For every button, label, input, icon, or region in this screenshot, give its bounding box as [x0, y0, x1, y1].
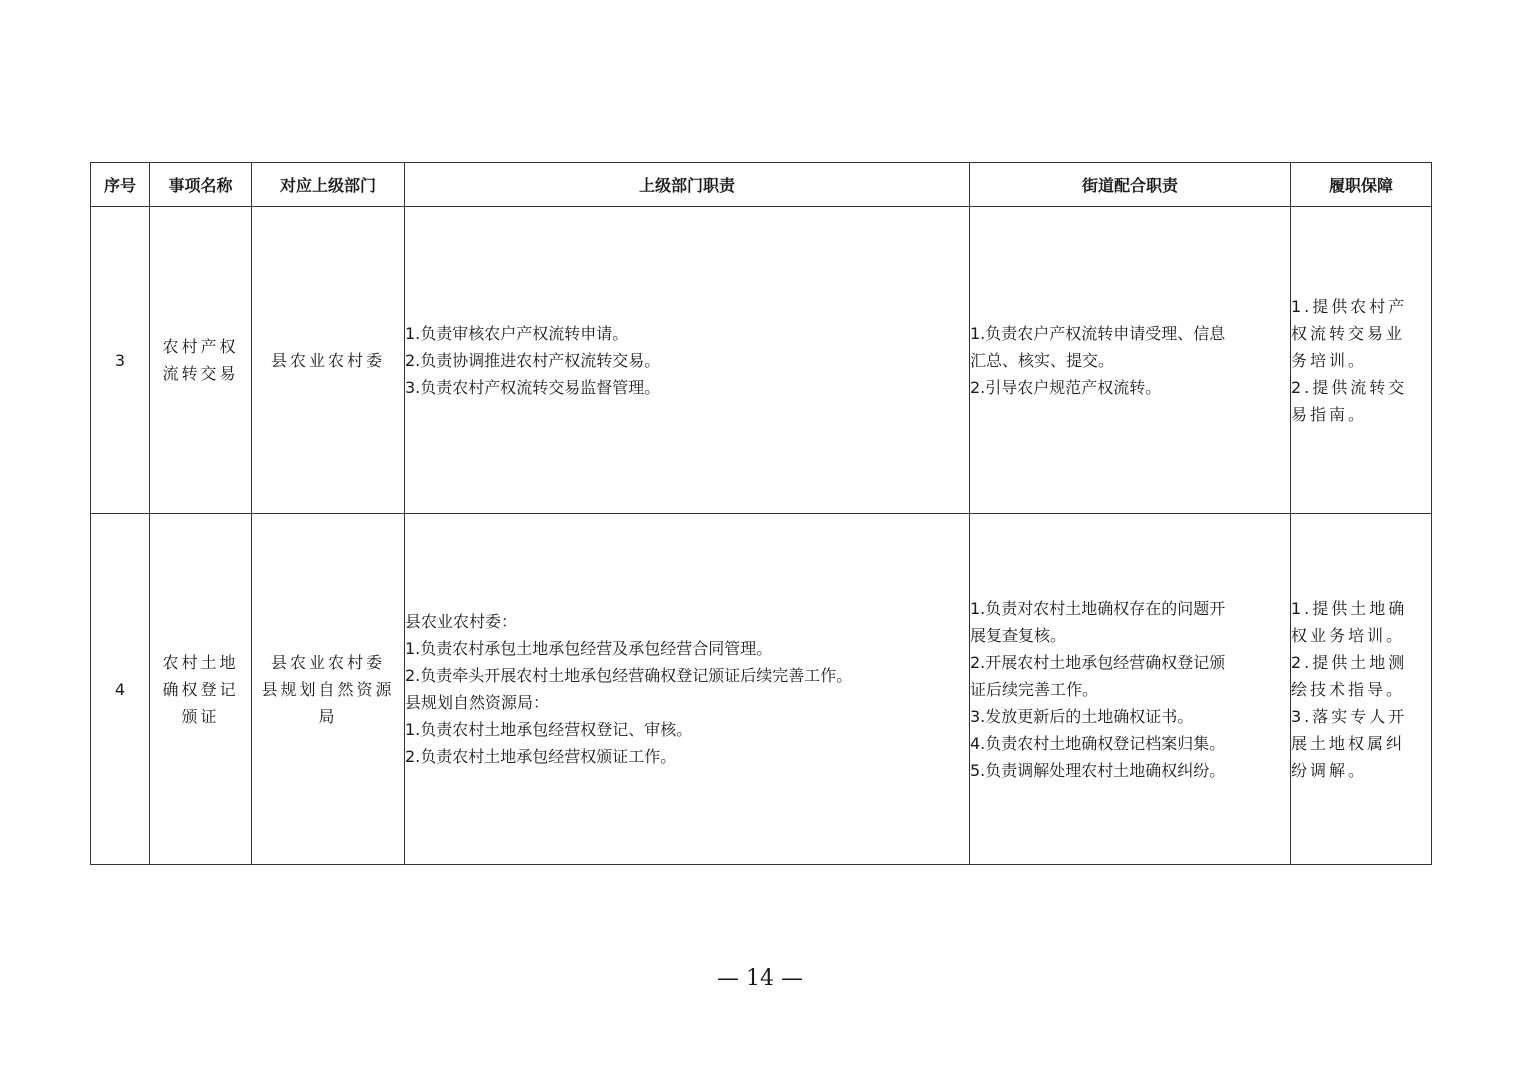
- cell-item-name: 农村土地 确权登记 颁证: [150, 514, 252, 865]
- cell-superior-duty: 县农业农村委： 1.负责农村承包土地承包经营及承包经营合同管理。 2.负责牵头开展农村土地承包经营确权登记颁证后续完善工作。 县规划自然资源局： 1.负责农村土地承包经营权登记、审核。 2.负责农村土地承包经营权颁证工作。: [405, 514, 970, 865]
- header-guarantee: 履职保障: [1291, 163, 1432, 207]
- table-row: [91, 207, 1432, 514]
- header-superior-dept: 对应上级部门: [252, 163, 405, 207]
- cell-superior-dept: 县农业农村委: [252, 207, 405, 514]
- duty-table: [90, 162, 1432, 865]
- page-number: — 14 —: [717, 966, 803, 991]
- cell-guarantee: 1.提供土地确 权业务培训。 2.提供土地测 绘技术指导。 3.落实专人开 展土地权属纠 纷调解。: [1291, 514, 1432, 865]
- cell-seq: 4: [91, 514, 150, 865]
- cell-superior-duty: 1.负责审核农户产权流转申请。 2.负责协调推进农村产权流转交易。 3.负责农村产权流转交易监督管理。: [405, 207, 970, 514]
- cell-guarantee: 1.提供农村产 权流转交易业 务培训。 2.提供流转交 易指南。: [1291, 207, 1432, 514]
- cell-superior-dept: 县农业农村委 县规划自然资源 局: [252, 514, 405, 865]
- cell-street-duty: 1.负责农户产权流转申请受理、信息 汇总、核实、提交。 2.引导农户规范产权流转。: [970, 207, 1291, 514]
- table-header-row: [91, 163, 1432, 207]
- header-street-duty: 街道配合职责: [970, 163, 1291, 207]
- cell-item-name: 农村产权 流转交易: [150, 207, 252, 514]
- header-superior-duty: 上级部门职责: [405, 163, 970, 207]
- header-seq: 序号: [91, 163, 150, 207]
- table-row: [91, 514, 1432, 865]
- cell-seq: 3: [91, 207, 150, 514]
- header-item-name: 事项名称: [150, 163, 252, 207]
- cell-street-duty: 1.负责对农村土地确权存在的问题开 展复查复核。 2.开展农村土地承包经营确权登记颁 证后续完善工作。 3.发放更新后的土地确权证书。 4.负责农村土地确权登记档案归集。 5.负责调解处理农村土地确权纠纷。: [970, 514, 1291, 865]
